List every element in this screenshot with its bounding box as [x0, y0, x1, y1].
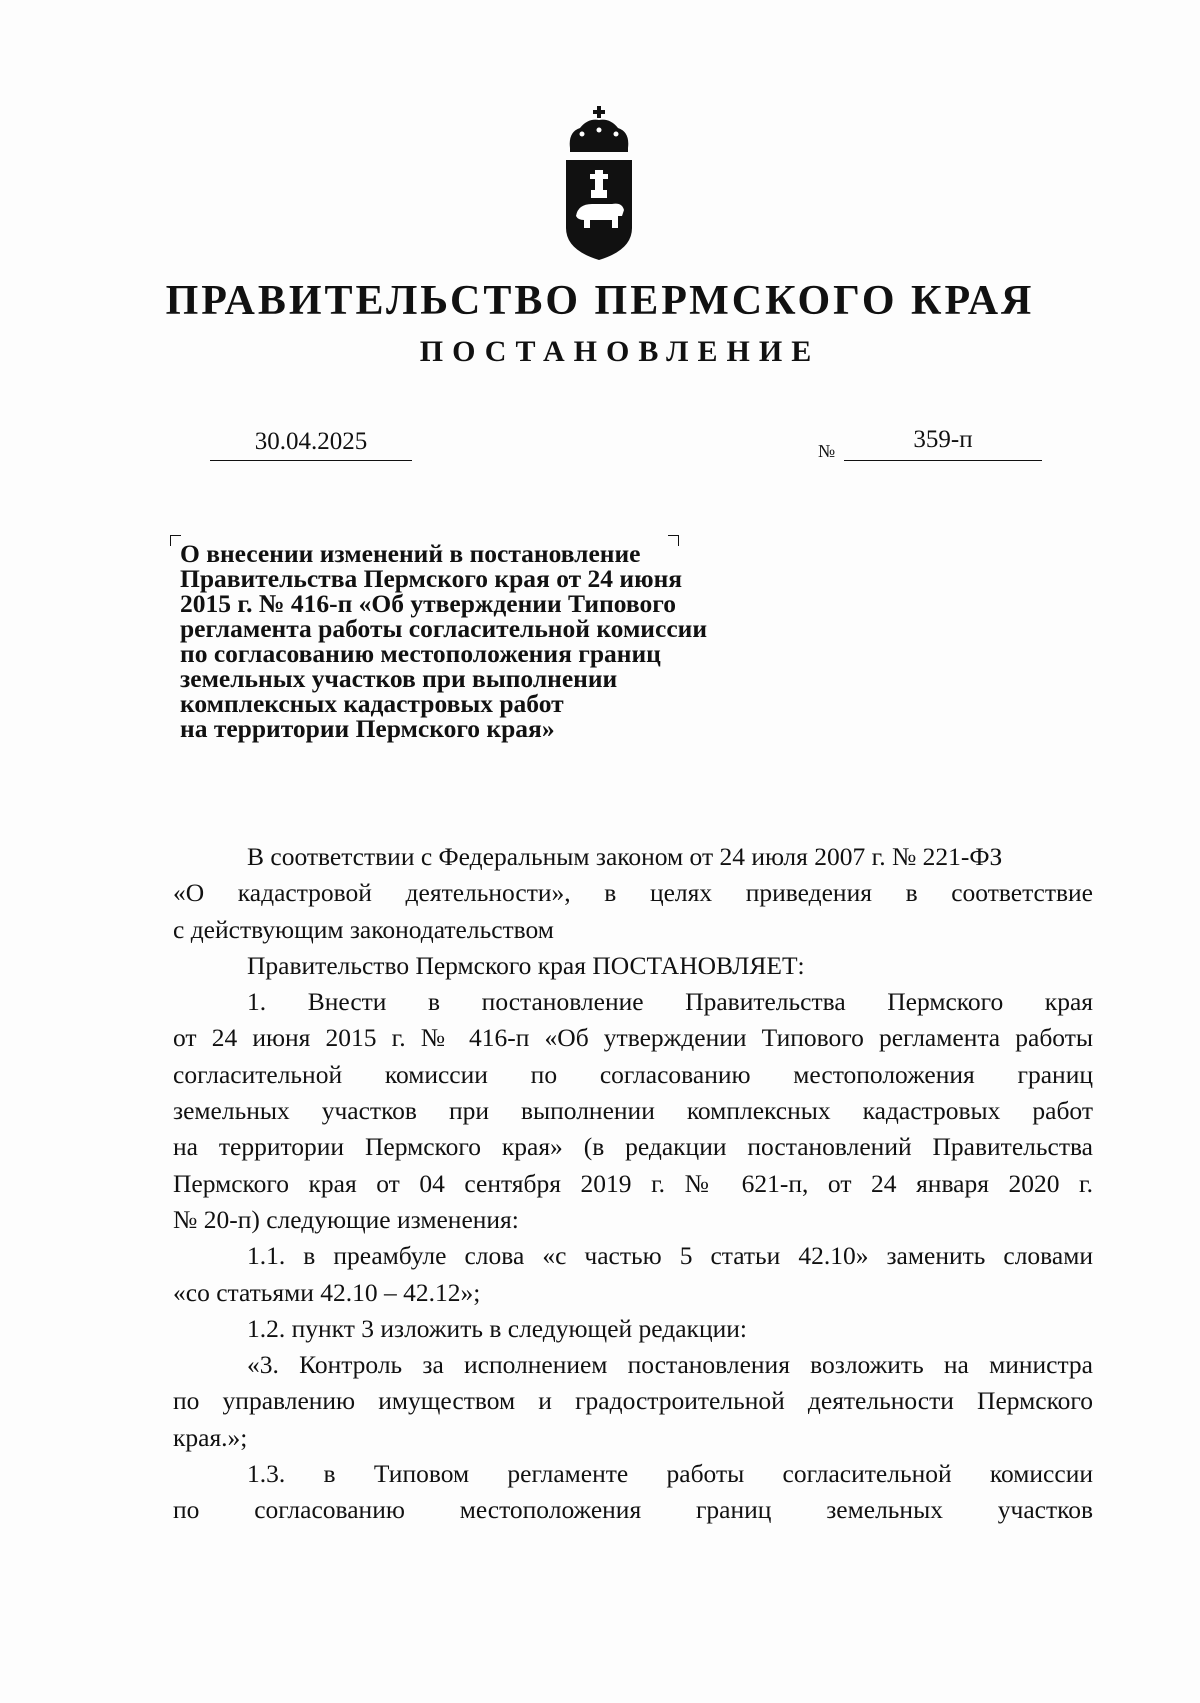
body-line: Пермского края от 04 сентября 2019 г. № 621-п, от 24 января 2020 г.	[173, 1168, 1093, 1198]
body-line: «со статьями 42.10 – 42.12»;	[173, 1277, 481, 1307]
body-line: по управлению имуществом и градостроительной деятельности Пермского	[173, 1386, 1093, 1416]
number-sign: №	[818, 441, 836, 461]
subject-line: 2015 г. № 416-п «Об утверждении Типового	[180, 589, 676, 618]
subject-line: земельных участков при выполнении	[180, 664, 618, 693]
coat-of-arms-icon	[560, 104, 638, 264]
body-line: 1. Внести в постановление Правительства Пермского края	[247, 987, 1093, 1017]
body-line: В соответствии с Федеральным законом от 24 июля 2007 г. № 221-ФЗ	[247, 842, 1003, 871]
body-line: согласительной комиссии по согласованию местоположения границ	[173, 1059, 1093, 1089]
document-date: 30.04.2025	[210, 426, 412, 461]
subject-line: Правительства Пермского края от 24 июня	[180, 564, 683, 593]
body-line: 1.2. пункт 3 изложить в следующей редакции:	[247, 1313, 747, 1343]
subject-line: по согласованию местоположения границ	[180, 639, 661, 668]
body-line: с действующим законодательством	[173, 914, 554, 944]
body-line: по согласованию местоположения границ земельных участков	[173, 1495, 1093, 1525]
organization-title: ПРАВИТЕЛЬСТВО ПЕРМСКОГО КРАЯ	[165, 278, 1035, 324]
document-subject	[180, 541, 800, 741]
body-line: «О кадастровой деятельности», в целях приведения в соответствие	[173, 878, 1093, 908]
subject-line: на территории Пермского края»	[180, 714, 555, 743]
body-line: 1.1. в преамбуле слова «с частью 5 статьи 42.10» заменить словами	[247, 1241, 1093, 1271]
subject-line: комплексных кадастровых работ	[180, 689, 564, 718]
body-line: земельных участков при выполнении комплексных кадастровых работ	[173, 1096, 1093, 1126]
body-line: от 24 июня 2015 г. № 416-п «Об утверждении Типового регламента работы	[173, 1023, 1093, 1053]
subject-line: регламента работы согласительной комиссии	[180, 614, 708, 643]
body-line: «3. Контроль за исполнением постановления возложить на министра	[247, 1350, 1093, 1380]
body-line: Правительство Пермского края ПОСТАНОВЛЯЕТ:	[247, 950, 805, 980]
document-body	[173, 839, 1093, 1529]
body-line: на территории Пермского края» (в редакции постановлений Правительства	[173, 1132, 1093, 1162]
document-type: ПОСТАНОВЛЕНИЕ	[419, 335, 821, 368]
body-line: края.»;	[173, 1422, 248, 1452]
document-number: 359-п	[844, 424, 1042, 461]
body-line: № 20-п) следующие изменения:	[173, 1204, 519, 1234]
subject-line: О внесении изменений в постановление	[180, 539, 641, 568]
body-line: 1.3. в Типовом регламенте работы согласительной комиссии	[247, 1459, 1093, 1489]
